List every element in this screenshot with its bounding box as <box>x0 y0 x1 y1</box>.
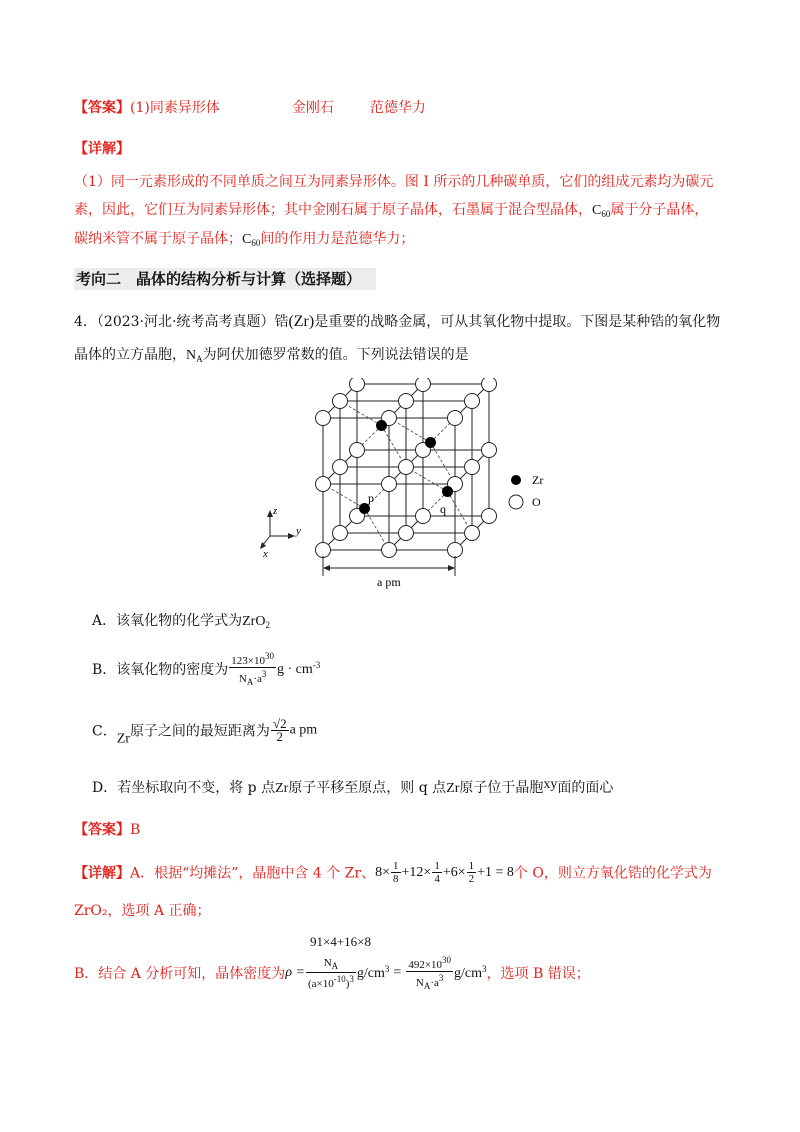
option-b-fraction <box>229 650 276 688</box>
dim-arrow-right <box>448 565 455 571</box>
o-atom <box>448 411 463 426</box>
question-line-2 <box>74 344 469 364</box>
density-num <box>406 954 453 972</box>
option-b-den <box>229 668 276 688</box>
rho-den-tail: ) <box>345 977 350 990</box>
option-d-text2: 原子平移至原点，则 q 点 <box>288 780 447 796</box>
section-title: 考向二 晶体的结构分析与计算（选择题） <box>74 268 376 290</box>
detail2-line-a <box>74 860 712 885</box>
c60-c: C <box>592 203 602 218</box>
detail2-lineA1: A．根据“均摊法”，晶胞中含 4 个 Zr、 <box>130 865 376 882</box>
atoms <box>316 378 497 558</box>
option-b-unit <box>277 662 320 677</box>
density-num-text: 492×10 <box>408 959 443 971</box>
option-a <box>92 610 270 630</box>
o-atom <box>448 543 463 558</box>
zr-atom <box>442 486 453 497</box>
detail2-b-top: 91×4+16×8 <box>310 934 371 949</box>
o-atom <box>316 411 331 426</box>
detail2-lineB1: B．结合 A 分析可知，晶体密度为 <box>74 966 286 982</box>
option-d-xy: xy <box>543 777 558 792</box>
option-d-zr2: Zr <box>446 781 460 796</box>
option-d-text3: 原子位于晶胞 <box>459 780 544 796</box>
na-n: N <box>186 348 197 363</box>
calc-frac-2-num: 1 <box>434 860 440 872</box>
rho-symbol: ρ = <box>285 965 305 980</box>
unit-1-text: g/cm <box>356 966 385 981</box>
option-a-sub: 2 <box>265 620 270 630</box>
c60-sub2: 60 <box>251 238 261 248</box>
o-atom <box>333 526 348 541</box>
detail1-line3 <box>74 228 414 248</box>
question-stem-2a: 晶体的立方晶胞， <box>74 347 186 363</box>
option-b-den-sub: A <box>246 677 254 687</box>
calc-frac-3-num: 1 <box>468 860 475 872</box>
detail2-lineA2: 个 O，则立方氧化锆的化学式为 <box>513 865 712 882</box>
detail1-line1: （1）同一元素形成的不同单质之间互为同素异形体。图 I 所示的几种碳单质，它们的组成元素均为碳元 <box>74 174 714 190</box>
question-line-1 <box>74 311 720 331</box>
c60-formula-2 <box>242 232 260 247</box>
count-calc <box>375 860 514 885</box>
density-den <box>406 972 453 992</box>
density-den-sup: 3 <box>438 973 444 983</box>
legend-zr: Zr <box>532 473 544 487</box>
question-stem-2b: 为阿伏加德罗常数的值。下列说法错误的是 <box>202 347 469 363</box>
option-b-unit-text: g · cm <box>277 662 313 677</box>
answer-2: 金刚石 <box>291 100 334 116</box>
legend-zr-dot <box>511 475 521 485</box>
option-c-num: √2 <box>272 716 287 731</box>
o-atom <box>416 378 431 392</box>
o-atom <box>333 394 348 409</box>
axis-y: y <box>296 525 301 537</box>
option-c-fraction <box>271 718 289 743</box>
detail2-line-b <box>74 954 590 992</box>
o-atom <box>465 394 480 409</box>
answer-1: 同素异形体 <box>149 100 220 116</box>
rho-num-n: N <box>323 956 332 969</box>
na-sub: A <box>196 354 203 364</box>
c60-sub: 60 <box>601 209 611 219</box>
zr-atom <box>376 420 387 431</box>
o-atom <box>399 394 414 409</box>
o-atom <box>333 460 348 475</box>
unit-2-text: g/cm <box>454 966 483 981</box>
unit-2-sup: 3 <box>482 964 487 974</box>
detail1-line2b: 属于分子晶体， <box>610 202 709 218</box>
o-atom <box>382 477 397 492</box>
calc-frac-2-den: 4 <box>434 873 440 885</box>
detail-tag-1 <box>74 138 130 158</box>
option-a-formula <box>242 614 270 629</box>
rho-den <box>306 973 356 990</box>
o-atom <box>482 443 497 458</box>
option-b-unit-sup: -3 <box>312 660 321 670</box>
answer2-value: B <box>130 822 141 838</box>
crystal-figure <box>255 378 555 598</box>
o-atom <box>350 443 365 458</box>
o-atom <box>350 378 365 392</box>
rho-den-sup2: 3 <box>349 973 354 984</box>
answer-line-2 <box>74 819 140 839</box>
option-c-den: 2 <box>276 729 283 744</box>
option-b <box>92 650 320 688</box>
rho-num <box>306 957 356 973</box>
answer-3: 范德华力 <box>369 100 426 116</box>
zr-symbol: (Zr) <box>288 313 315 330</box>
legend-o: O <box>532 495 541 509</box>
o-atom <box>316 477 331 492</box>
na-symbol <box>186 348 203 363</box>
rho-fraction <box>306 957 356 990</box>
calc-12x: +12× <box>401 864 432 880</box>
dim-arrow-left <box>323 565 330 571</box>
calc-6x: +6× <box>442 864 466 880</box>
option-b-num-sup: 30 <box>265 651 275 661</box>
answer2-tag: 【答案】 <box>74 822 130 838</box>
o-atom <box>482 378 497 392</box>
calc-result: +1 = 8 <box>477 864 514 880</box>
answer-line-1 <box>74 97 426 117</box>
option-b-num <box>229 650 276 668</box>
option-c-text: 原子之间的最短距离为 <box>129 723 270 740</box>
detail2-tag: 【详解】 <box>74 865 130 882</box>
c60-c2: C <box>242 232 252 247</box>
o-atom <box>399 526 414 541</box>
o-atom <box>316 543 331 558</box>
option-b-den-sup: 3 <box>261 669 267 679</box>
rho-den-text: (a×10 <box>307 977 334 990</box>
o-atom <box>399 460 414 475</box>
detail1-line3b: 间的作用力是范德华力； <box>260 231 415 247</box>
density-fraction <box>406 954 453 992</box>
calc-8x: 8× <box>375 864 391 880</box>
question-stem-1: 是重要的战略金属，可从其氧化物中提取。下图是某种锆的氧化物 <box>314 314 721 330</box>
option-c-label: C． <box>92 723 117 740</box>
calc-frac-1-num: 1 <box>393 860 399 872</box>
option-c-unit: a pm <box>289 722 318 738</box>
dimension-label: a pm <box>377 575 401 589</box>
detail1-line2 <box>74 199 708 219</box>
answer-tag: 【答案】 <box>74 100 130 116</box>
o-atom <box>382 543 397 558</box>
c60-formula <box>592 203 610 218</box>
density-num-sup: 30 <box>442 955 452 965</box>
option-a-label: A．该氧化物的化学式为 <box>92 613 243 629</box>
detail1-line3a: 碳纳米管不属于原子晶体； <box>74 231 242 247</box>
detail2-lineB2: ，选项 B 错误； <box>486 966 590 982</box>
question-number: 4． <box>74 314 97 330</box>
o-atom <box>416 509 431 524</box>
detail-tag: 【详解】 <box>74 141 130 157</box>
calc-frac-2 <box>432 860 442 885</box>
rho-den-sup: -10 <box>333 973 346 984</box>
option-b-den-tail: ·a <box>253 673 262 685</box>
calc-frac-3-den: 2 <box>468 873 475 885</box>
zr-atom <box>425 437 436 448</box>
o-atom <box>465 526 480 541</box>
o-atom <box>465 460 480 475</box>
option-b-den-n: N <box>238 673 247 685</box>
answer-prefix: (1) <box>130 100 150 116</box>
option-d-text1: D．若坐标取向不变，将 p 点 <box>92 780 276 796</box>
option-d-text4: 面的面心 <box>557 780 614 796</box>
detail1-line2a: 素，因此，它们互为同素异形体；其中金刚石属于原子晶体，石墨属于混合型晶体， <box>74 202 592 218</box>
density-den-sub: A <box>423 981 431 991</box>
calc-frac-1-den: 8 <box>393 873 399 885</box>
label-q: q <box>440 502 446 516</box>
option-b-label: B．该氧化物的密度为 <box>92 662 229 678</box>
axis-z: z <box>273 505 278 517</box>
unit-1 <box>357 966 390 981</box>
calc-frac-3 <box>467 860 477 885</box>
axis-x: x <box>263 548 268 560</box>
o-atom <box>482 509 497 524</box>
rho-num-sub: A <box>331 960 339 971</box>
axis-y-arrow <box>288 533 295 539</box>
legend-o-dot <box>509 495 523 509</box>
unit-2 <box>454 966 487 981</box>
option-c <box>92 718 317 748</box>
option-a-zro: ZrO <box>242 614 266 629</box>
option-d-zr1: Zr <box>275 781 289 796</box>
calc-frac-1 <box>391 860 401 885</box>
detail2-line-a3: ZrO₂，选项 A 正确； <box>74 903 211 919</box>
question-source: （2023·河北·统考高考真题）锆 <box>96 314 289 330</box>
label-p: p <box>368 491 374 505</box>
equals-sign: = <box>393 965 402 980</box>
density-den-n: N <box>415 977 424 989</box>
density-den-tail: ·a <box>430 977 439 989</box>
option-b-num-text: 123×10 <box>231 655 266 667</box>
option-d <box>92 777 613 797</box>
option-c-zr: Zr <box>116 731 130 747</box>
unit-1-sup: 3 <box>384 964 390 974</box>
